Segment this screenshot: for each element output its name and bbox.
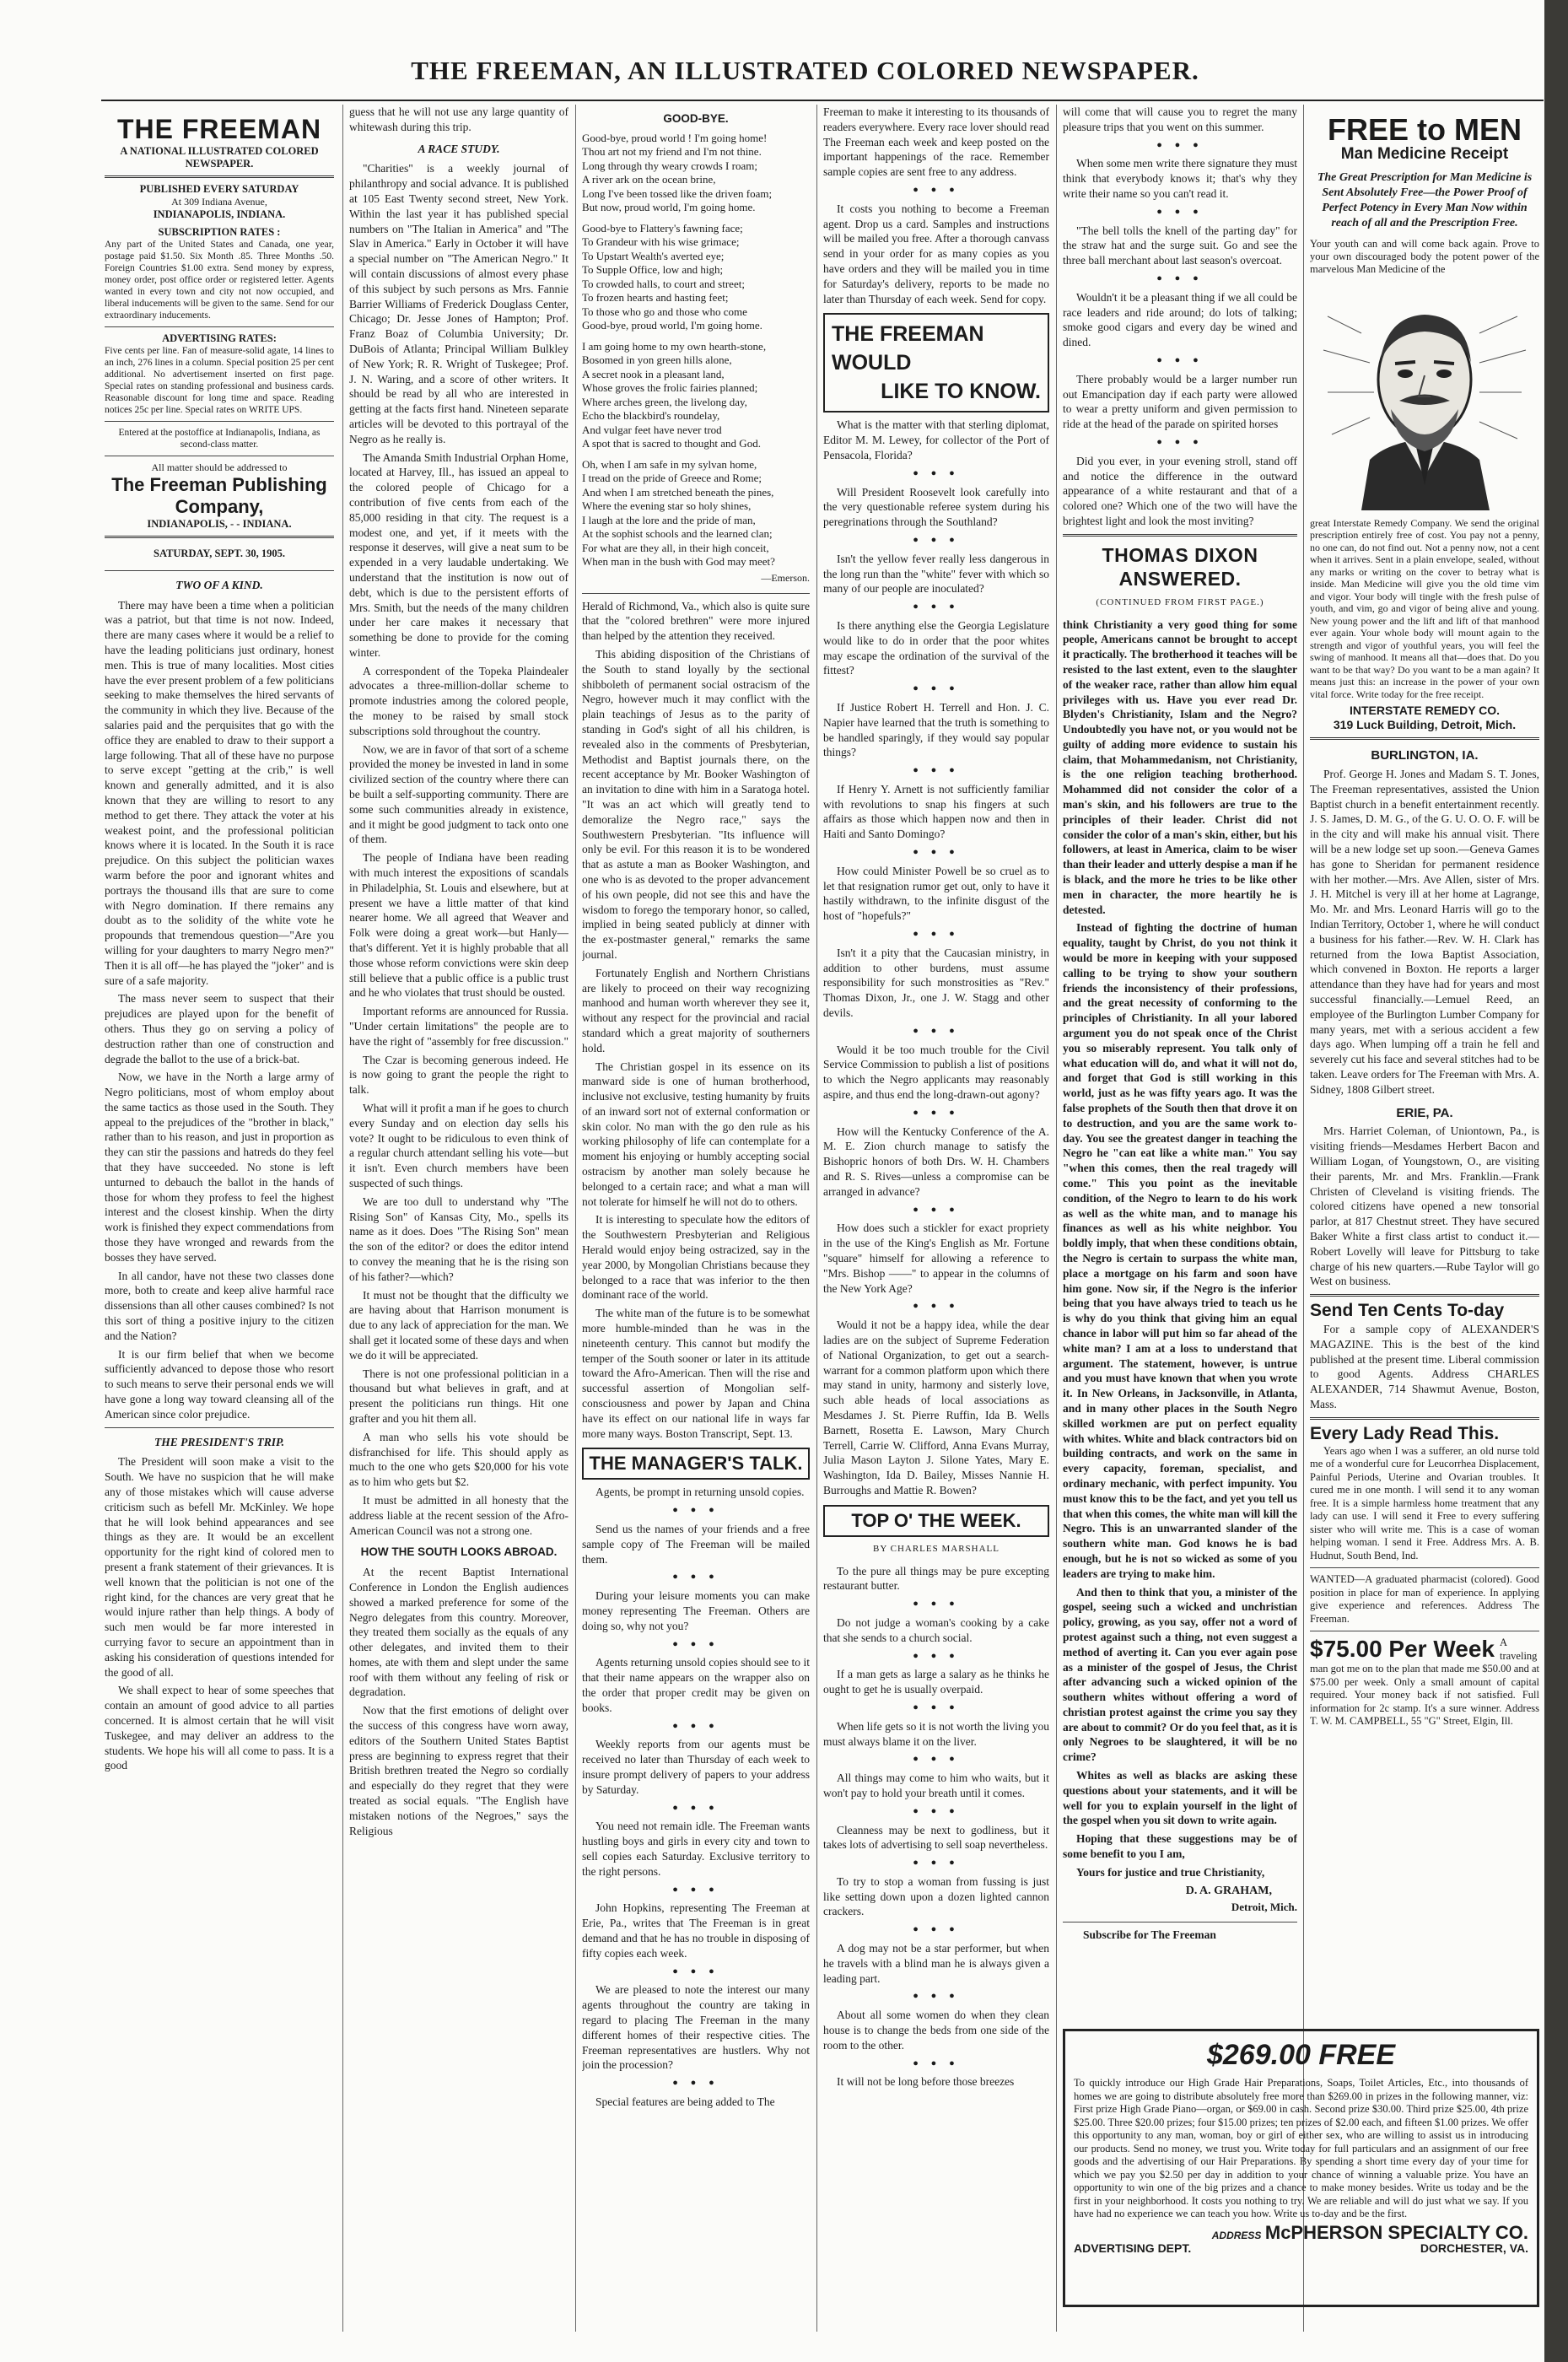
paragraph: The white man of the future is to be somewhat more humble-minded than he was in the nineteenth century. This cannot but modify the temper of the South sooner or later in its attitude toward the Afro-American. Then will the rise and successful assertion of Mongolian self-consciousness and power by Japan and China have its effect on our national life in ways far more many ways. Boston Transcript, Sept. 13.: [582, 1307, 810, 1440]
column-rule: [342, 105, 343, 2332]
separator: ● ● ●: [672, 1572, 719, 1583]
paragraph: And then to think that you, a minister of the gospel, seeing such a wicked and unchristian policy, growing, as you say, offer not a word of protest against such a thing, not even suggest a method of averting it. Can you ever again pose as a minister of the gospel of Jesus, the Christ after advancing such a wicked opinion of the southern whites without offering a word of christian protest against the crime you say they are about to commit? Or do you feel that, as it is only Negroes to be slaughtered, it will be no crime?: [1063, 1585, 1297, 1764]
poem-line: A river ark on the ocean brine,: [582, 173, 716, 186]
paragraph: Do not judge a woman's cooking by a cake that she sends to a church social.: [823, 1615, 1049, 1644]
separator: ● ● ●: [913, 1301, 960, 1312]
poem-line: Good-bye to Flattery's fawning face;: [582, 221, 743, 235]
article-heading: THE PRESIDENT'S TRIP.: [154, 1435, 284, 1448]
publisher-city: INDIANAPOLIS, INDIANA.: [153, 208, 286, 220]
divider: [1310, 737, 1539, 740]
paragraph: At the recent Baptist International Conference in London the English audiences showed a marked preference for some of the Negro delegates from this country. Moreover, they treated them socially as the equals of any other delegates, and invited them to their homes, ate with them and slept under the same roof with them without any feeling of risk or degradation.: [349, 1566, 568, 1699]
poem-line: I am going home to my own hearth-stone,: [582, 339, 767, 353]
entered-note: Entered at the postoffice at Indianapolis, Indiana, as second-class matter.: [118, 428, 321, 450]
masthead-rule: [101, 100, 1544, 101]
paragraph: It will not be long before those breezes: [837, 2075, 1015, 2089]
subscription-text: Any part of the United States and Canada, one year, postage paid $1.50. Six Month .85. Three Months .50. Foreign Countries $1.00 extra. Send money by express, money order, post office order or registered letter. Agents wanted in every town and city not now occupied, and liberal inducements will be given to the same. Send for our extraordinary inducements.: [105, 240, 334, 321]
paragraph: Now, we are in favor of that sort of a scheme provided the money be invested in land in some civilized section of the country where there can be built a self-supporting community. There are some such communities already in existence, and it might be good judgment to tack onto one of them.: [349, 742, 568, 846]
salary-text: A traveling man got me on to the plan that made me $50.00 and at $75.00 per week. Only a small amount of capital required. Your money back if not satisfied. Full information for 2c stamp. It's a sure winner. Address T. W. M. CAMPBELL, 55 "G" Street, Elgin, Ill.: [1310, 1637, 1539, 1728]
paragraph: Whites as well as blacks are asking these questions about your statements, and it will be well for you to explain yourself in the light of the gospel when you sit down to write again.: [1063, 1769, 1297, 1827]
poem-line: I laugh at the lore and the pride of man,: [582, 513, 756, 526]
divider: [1063, 534, 1297, 537]
paragraph: Instead of fighting the doctrine of human equality, taught by Christ, do you not think it would be more in keeping with your supposed calling to be trying to show your southern friends the inconsistency of their professions, and the great necessity of conforming to the principles of Christianity. In all your labored argument you do not speak once of the Christ you so miserably represent. You talk only of what education will do, and what it will not do, and forget that God is still working in this world, just as he was fifty years ago. It was the false prophets of the South then that drove it on to destruction, and you are the same work to-day. You see the greatest danger in teaching the Negro he "can eat like a white man." You say "when this comes, then the real tragedy will come." This you point as the inevitable condition, of the Negro to learn to do his work as well as the white man, and to manage his finances as well as his white neighbor. You boldly imply, that when these conditions obtain, the Negro is certain to surpass the white man, place a mortgage on his farm and soon have him gone. Now sir, if the Negro is the inferior being that you have always tried to teach us he is why do you think that giving him an equal chance in labor will put him so far ahead of the white man? I am at a loss to understand that argument. The statement, however, is untrue and you must have known that when you wrote it. In New Orleans, in Jacksonville, in Atlanta, and in many other places in the South Negro skilled workmen are put on perfect equality with whites. White and black contractors bid on building contracts, and work on the same in every capacity, foreman, specialist, and ordinary mechanic, with perfect impunity. You must know this to be the fact, and yet you tell us that when this comes, the white man will kill the Negro. This is an unwarranted slander of the southern white man. God knows he is bad enough, but he is not so wicked as some of you leaders are trying to make him.: [1063, 921, 1297, 1580]
divider: [105, 1427, 334, 1428]
ad-heading: Every Lady Read This.: [1310, 1423, 1500, 1443]
column-1: [105, 105, 334, 2340]
poem-line: But now, proud world, I'm going home.: [582, 201, 756, 214]
paragraph: When life gets so it is not worth the living you must always blame it on the liver.: [823, 1719, 1049, 1748]
column-5: [1063, 105, 1297, 2020]
separator: ● ● ●: [913, 1701, 960, 1712]
paragraph: Special features are being added to The: [595, 2095, 775, 2108]
poem-line: To Supple Office, low and high;: [582, 263, 724, 277]
paragraph: guess that he will not use any large quantity of whitewash during this trip.: [349, 105, 568, 133]
paragraph: Agents returning unsold copies should see to it that their name appears on the wrapper also on the order that proper credit may be given on books.: [582, 1656, 810, 1714]
divider: [105, 326, 334, 327]
divider: [1310, 1294, 1539, 1297]
paragraph: The people of Indiana have been reading with much interest the expositions of scandals in Philadelphia, St. Louis and elsewhere, but at present we have a little matter of that kind nearer home. We all agreed that Weaver and Folk were doing a great work—but Hanly—that's different. Yet it is highly probable that all those whose reform convictions were skin deep still believe that a public office is a public trust and he who violates that trust should be ousted.: [349, 851, 568, 1000]
salary-headline: $75.00 Per Week: [1310, 1636, 1495, 1663]
paragraph: The mass never seem to suspect that their prejudices are played upon for the benefit of others. Thus they go on serving a policy of destruction rather than one of construction and degrade the ballot to the use of a brick-bat.: [105, 992, 334, 1065]
separator: ● ● ●: [913, 847, 960, 858]
divider: [105, 421, 334, 422]
poem-line: Whose groves the frolic fairies planned;: [582, 381, 758, 395]
paragraph: "Charities" is a weekly journal of philanthropy and social advance. It is published at 105 East Twenty second street, New York. Within the last year it has published special numbers on "The Italian in America" and "The Slav in America." Early in October it will have a special number on "The American Negro." It will contain discussions of almost every phase of this subject by such persons as Mrs. Fannie Barrier Williams of Frederick Douglass Center, Chicago; Dr. Jesse Jones of Hampton; Prof. Franz Boaz of Columbia University; Dr. DuBois of Atlanta; Principal William Bulkley of New York; R. R. Wright of Tuskegee; Prof. J. N. Waring, and a score of other writers. It should be read by all who are interested in getting at the facts first hand. Nineteen separate articles will be devoted to this portrayal of the Negro as he really is.: [349, 162, 568, 445]
prize-ad-footer: [1074, 2242, 1528, 2256]
paragraph: Will President Roosevelt look carefully into the very questionable referee system during his peregrinations through the Southland?: [823, 485, 1049, 529]
paragraph: will come that will cause you to regret the many pleasure trips that you went on this summer.: [1063, 105, 1297, 133]
separator: ● ● ●: [1156, 139, 1204, 150]
paragraph: It is interesting to speculate how the editors of the Southwestern Presbyterian and Religious Herald would enjoy being ostracized, say in the year 2000, by Mongolian Christians because they belonged to a race that was inferior to the then dominant race of the world.: [582, 1213, 810, 1302]
poem-line: At the sophist schools and the learned clan;: [582, 527, 773, 541]
paragraph: Herald of Richmond, Va., which also is quite sure that the "colored brethren" were more injured than helped by the attention they received.: [582, 599, 810, 643]
paragraph: When some men write there signature they must think that everybody knows it; that's why they write their name so you can't read it.: [1063, 157, 1297, 200]
poem-line: A spot that is sacred to thought and God.: [582, 437, 761, 450]
paragraph: Would it not be a happy idea, while the dear ladies are on the subject of Supreme Federation of National Organization, to get out a search-warrant for a common platform upon which there may stand in unity, harmony and sisterly love, such able heads of local associations as Mesdames J. St. Pierre Ruffin, Ida B. Wells Barnett, Rosetta E. Lawson, Mary Church Terrell, Carrie W. Clifford, Anna Evans Murray, Julia Mason Layton J. Silone Yates, Mary E. Washington, Ida D. Bailey, Misses Nannie H. Burroughs and Mattie R. Bowen?: [823, 1319, 1049, 1496]
dateline: BURLINGTON, IA.: [1371, 748, 1479, 763]
paragraph: There probably would be a larger number run out Emancipation day if each party were allowed to wear a pretty uniform and given permission to ride at the head of the parade on spirited horses: [1063, 372, 1297, 431]
paragraph: It costs you nothing to become a Freeman agent. Drop us a card. Samples and instructions will be mailed you free. After a thorough canvass send in your order for as many copies as you have orders and they will be mailed you in time for Saturday's delivery, reports to be made no later than Thursday of each week. Send for copy.: [823, 202, 1049, 305]
subscribe-note: Subscribe for The Freeman: [1083, 1928, 1216, 1942]
separator: ● ● ●: [672, 1505, 719, 1516]
paragraph: The Amanda Smith Industrial Orphan Home, located at Harvey, Ill., has issued an appeal to the colored people of Chicago for a contribution of five cents from each of the 85,000 residing in that city. The request is a modest one, and yet, if it meets with the response it deserves, will give a neat sum to be expended in a very laudable undertaking. We understand that the institution is now out of debt, which is due to the persistent efforts of Mrs. Smith, but the needs of the many children under her care makes it necessary that something be done to provide for the coming winter.: [349, 450, 568, 659]
masthead: THE FREEMAN, AN ILLUSTRATED COLORED NEWSPAPER.: [411, 56, 1199, 85]
paragraph: Now, we have in the North a large army of Negro politicians, most of whom employ about the same tactics as those used in the South. They appeal to the prejudices of the "brother in black," rather than to his reason, and just in proportion as they can stir the passions and hatreds do they feel that they have succeeded. No stone is left unturned to debauch the ballot in the hands of those for whom they profess to feel the highest interest and the closest kinship. When the dirty work is finished they expect commendations from those they have wronged and rewards from the bosses they have served.: [105, 1070, 334, 1264]
paragraph: Important reforms are announced for Russia. "Under certain limitations" the people are to have the right of "assembly for free discussion.": [349, 1005, 568, 1048]
top-o-the-week-heading: TOP O' THE WEEK.: [823, 1505, 1049, 1537]
paragraph: Send us the names of your friends and a free sample copy of The Freeman will be mailed them.: [582, 1523, 810, 1566]
column-rule: [575, 105, 576, 2332]
paragraph: If Henry Y. Arnett is not sufficiently familiar with revolutions to snap his fingers at such affairs as those which happen now and then in Haiti and Santo Domingo?: [823, 782, 1049, 841]
wanted-ad: WANTED—A graduated pharmacist (colored). Good position in place for man of experience. In applying give experience and references. Address The Freeman.: [1310, 1573, 1539, 1625]
separator: ● ● ●: [913, 534, 960, 545]
poem-line: To those who go and those who come: [582, 305, 747, 318]
separator: ● ● ●: [913, 184, 960, 195]
poem-line: And when I am stretched beneath the pines,: [582, 485, 774, 499]
paragraph: think Christianity a very good thing for some people, Americans cannot be brought to accept it practically. The brotherhood it teaches will be resisted to the last extent, even to the slaughter of the weaker race, rather than allow him equal privileges with us. Have you ever read Dr. Blyden's Christianity, Islam and the Negro? Undoubtedly you have not, or you would not be guilty of adding more evidence to sustain his claim, that Mohammedanism, not Christianity, is the one religion teaching brotherhood. Mohammed did not consider the color of a man's skin, and his followers are true to the principles of their leader. Christ did not consider the color of a man's skin, either, but his followers, at least in America, claim to be wiser than their leader and utterly despise a man if he is black, and the more he tries to be like other men in character, the more heartily he is detested.: [1063, 617, 1297, 916]
paragraph: Freeman to make it interesting to its thousands of readers everywhere. Every race lover should read The Freeman each week and keep posted on the important happenings of the race. Remember sample copies are sent free to any address.: [823, 105, 1049, 179]
paragraph: To the pure all things may be pure excepting restaurant butter.: [823, 1564, 1049, 1593]
ad-company: INTERSTATE REMEDY CO.: [1349, 704, 1501, 718]
article-heading: TWO OF A KIND.: [175, 578, 263, 591]
closing: Yours for justice and true Christianity,: [1076, 1865, 1265, 1879]
signature-city: Detroit, Mich.: [1231, 1901, 1297, 1914]
heading-line: LIKE TO KNOW.: [881, 380, 1041, 404]
separator: ● ● ●: [1156, 436, 1204, 447]
subscription-heading: SUBSCRIPTION RATES :: [158, 226, 281, 238]
paragraph: We are too dull to understand why "The Rising Son" of Kansas City, Mo., spells its name as it does. Does "The Rising Son" mean the son of the editor? or does the editor intend to convey the meaning that he is the rising son of his father?—which?: [349, 1194, 568, 1283]
paragraph: We shall expect to hear of some speeches that contain an amount of good advice to all parties concerned. It is almost certain that he will visit Tuskegee, and may deliver an address to the students. We hope his will all come to pass. It is a good: [105, 1684, 334, 1772]
prize-advertisement: [1063, 2029, 1539, 2307]
address-note: All matter should be addressed to: [151, 461, 288, 473]
paragraph: A man who sells his vote should be disfranchised for life. This should apply as much to the one who gets $20,000 for his vote as to him who gets but $2.: [349, 1430, 568, 1489]
poem-line: When man in the bush with God may meet?: [582, 555, 775, 569]
separator: ● ● ●: [672, 1720, 719, 1731]
paragraph: Fortunately English and Northern Christians are likely to proceed on their way recognizing manhood and human worth wherever they see it, without any respect for the provincial and racial standard which a great majority of southerners hold.: [582, 966, 810, 1054]
paragraph: How does such a stickler for exact propriety in the use of the King's English as Mr. Fortune "square" himself for allowing a reference to "Mrs. Bishop ——" to appear in the columns of the New York Age?: [823, 1221, 1049, 1295]
paragraph: It is our firm belief that when we become sufficiently advanced to depose those who resort to such means to serve their personal ends we will have gone a long way toward cleansing all of the American since color prejudice.: [105, 1347, 334, 1421]
divider: [105, 570, 334, 571]
divider: [1310, 1567, 1539, 1568]
paragraph: If Justice Robert H. Terrell and Hon. J. C. Napier have learned that the truth is something to be handled sparingly, if they would say popular things?: [823, 700, 1049, 759]
poem-author: —Emerson.: [761, 571, 810, 584]
separator: ● ● ●: [913, 1204, 960, 1215]
divider: [1310, 1417, 1539, 1420]
paragraph: All things may come to him who waits, but it won't pay to hold your breath until it comes.: [823, 1772, 1049, 1799]
published-line: PUBLISHED EVERY SATURDAY: [139, 183, 299, 195]
signature-name: D. A. GRAHAM,: [1185, 1884, 1272, 1897]
publisher-address: At 309 Indiana Avenue,: [171, 196, 267, 208]
paragraph: John Hopkins, representing The Freeman at Erie, Pa., writes that The Freeman is in great demand and that he has no trouble in disposing of fifty copies each week.: [582, 1901, 810, 1960]
poem-line: Bosomed in yon green hills alone,: [582, 353, 732, 367]
paragraph: How could Minister Powell be so cruel as to let that resignation rumor get out, only to have it hastily withdrawn, to the infinite disgust of the host of "hopefuls?": [823, 864, 1049, 923]
poem-line: To crowded halls, to court and street;: [582, 277, 745, 290]
separator: ● ● ●: [913, 1754, 960, 1765]
paragraph: For a sample copy of ALEXANDER'S MAGAZINE. This is the best of the kind published at the present time. Liberal commission to good Agents. Address CHARLES ALEXANDER, 714 Shawmut Avenue, Boston, Mass.: [1310, 1322, 1539, 1410]
poem-line: Oh, when I am safe in my sylvan home,: [582, 457, 757, 471]
publisher-name: The Freeman Publishing Company,: [111, 474, 327, 517]
paper-title: THE FREEMAN: [116, 114, 322, 144]
paragraph: Years ago when I was a sufferer, an old nurse told me of a wonderful cure for Leucorrhea Displacement, Painful Periods, Uterine and Ovarian troubles. It cured me in one month. I will send it to any woman free. It is a simple harmless home treatment that any lady can use. I will send it Free to every suffering sister who will write me. This is a case of woman helping woman. I send it Free. Address Mrs. A. B. Hudnut, South Bend, Ind.: [1310, 1444, 1539, 1561]
poem-line: To Upstart Wealth's averted eye;: [582, 249, 725, 262]
poem-line: Thou art not my friend and I'm not thine.: [582, 145, 762, 159]
paragraph: The President will soon make a visit to the South. We have no suspicion that he will make any of those mistakes which will cause adverse criticism such as befell Mr. McKinley. We hope that he will look behind appearances and see things as they are. It would be an excellent opportunity for the right kind of colored men to present a frank statement of their grievances. It is well known that the politician is not one of the right kind, for the chances are very great that he would injure rather than help things. A body of such men would be far more interested in currying favor to secure an appointment than in asking his consideration of questions intended for the good of all.: [105, 1455, 334, 1679]
byline: BY CHARLES MARSHALL: [873, 1543, 1000, 1554]
paragraph: What is the matter with that sterling diplomat, Editor M. M. Lewey, for collector of the Port of Pensacola, Florida?: [823, 418, 1049, 461]
separator: ● ● ●: [672, 1802, 719, 1813]
paragraph: How will the Kentucky Conference of the A. M. E. Zion church manage to satisfy the Bishopric honors of both Drs. W. H. Chambers and R. S. Rives—unless a compromise can be arranged in advance?: [823, 1124, 1049, 1198]
poem: [582, 132, 810, 569]
manager-talk-heading: THE MANAGER'S TALK.: [582, 1448, 810, 1480]
paragraph: Isn't it a pity that the Caucasian ministry, in addition to other burdens, must assume responsibility for such monstrosities as "Rev." Thomas Dixon, Jr., one J. W. Stagg and other devils.: [823, 946, 1049, 1020]
ad-city: DORCHESTER, VA.: [1420, 2241, 1528, 2255]
separator: ● ● ●: [913, 1107, 960, 1118]
divider: [582, 593, 810, 594]
paragraph: About all some women do when they clean house is to change the beds from one side of the room to the other.: [823, 2009, 1049, 2052]
separator: ● ● ●: [1156, 272, 1204, 283]
address-label: ADDRESS: [1211, 2229, 1262, 2241]
article-heading: A RACE STUDY.: [418, 142, 500, 155]
prize-ad-text: To quickly introduce our High Grade Hair Preparations, Soaps, Toilet Articles, Etc., into thousands of homes we are going to distribute absolutely free more than $269.00 in prizes in the following manner, viz: First prize High Grade Piano—organ, or $69.00 in cash. Second prize $30.00. Third prize $25.00, 4th prize $25.00. Three $20.00 prizes; four $15.00 prizes; ten prizes of $2.00 each, and fifteen $1.00 prizes. We offer this opportunity to any man, woman, boy or girl of either sex, who are willing to assist us in introducing our products. Send no money, we trust you. Write today for full particulars and an assignment of our free goods and the advertising of our Hair Preparations. By spending a short time every day of your time for which we pay you $2.50 per day in addition to your chance of winning a valuable prize. You have an opportunity to win one of the big prizes and a chance to make money besides. Write us today and be the first in your neighborhood. It costs you nothing to try. We are reliable and will do just what we say. If you have had no experience we can teach you how. Write us to-day and be the first.: [1074, 2077, 1528, 2219]
poem-line: Where arches green, the livelong day,: [582, 395, 747, 408]
paragraph: This abiding disposition of the Christians of the South to stand loyally by the sectional shibboleth of permanent social ostracism of the Negro, however much it may conflict with the plain teachings of Jesus as to the parity of standing in God's sight of all his children, is revealed also in the comments of Presbyterian, Methodist and Baptist journals there, on the recent acceptance by Mr. Booker Washington of an invitation to dine with him in a Saratoga hotel. "It was an act which will greatly tend to demoralize the Negro race," says the Southwestern Presbyterian. "Its influence will only be evil. For this reason it is to be wondered that as astute a man as Booker Washington, and one who is as devoted to the proper advancement of his own people, did not see this and have the wisdom to forego the temporary honor, so called, implied in being seated publicly at dinner with the ex-postmaster general," remarks the same journal.: [582, 647, 810, 961]
ad-department: ADVERTISING DEPT.: [1074, 2241, 1192, 2255]
paragraph: To try to stop a woman from fussing is just like setting down upon a dozen lighted cannon crackers.: [823, 1874, 1049, 1918]
column-2: [349, 105, 568, 2340]
paragraph: The Czar is becoming generous indeed. He is now going to grant the people the right to talk.: [349, 1053, 568, 1097]
paragraph: There may have been a time when a politician was a patriot, but that time is not now. Indeed, there are many cases where it would be a relief to have the leading politicians just ordinary, honest men. This is true of many localities. Most cities have the ever present problem of a few politicians seeking to make themselves the hired servants of the community in which they live. Because of the salaries paid and the perquisites that go with the office they are enabled to draw to their support a large following. That all of these have no purpose to serve except "getting at the crib," is well known and generally admitted, and it is also known that they are willing to resort to any method to get there. They attack the voter at his weakest point, and the professional politician knows where it is located. In the South it is race prejudice. On this subject the politician waxes warm before the poor and ignorant whites and portrays the thousand ills that are sure to come with Negro domination. If there remains any doubt as to the solidity of the white vote he propounds that tremendous question—"Are you willing for your daughters to marry Negro men?" Then it is all off—he has played the "joker" and is sure of a safe majority.: [105, 598, 334, 987]
ad-title: FREE to MEN: [1328, 112, 1522, 147]
paragraph: It must not be thought that the difficulty we are having about that Harrison monument is due to any lack of appreciation for the man. We shall get it located some of these days and when we do it will be appreciated.: [349, 1288, 568, 1362]
paragraph: It must be admitted in all honesty that the address liable at the recent session of the Afro-American Council was not a strong one.: [349, 1493, 568, 1537]
paragraph: You need not remain idle. The Freeman wants hustling boys and girls in every city and town to sell copies each Saturday. Exclusive territory to the right persons.: [582, 1820, 810, 1878]
paragraph: There is not one professional politician in a thousand but what believes in graft, and at present the politicians run things. Hit one grafter and you hit them all.: [349, 1367, 568, 1425]
separator: ● ● ●: [913, 683, 960, 694]
poem-line: Good-bye, proud world ! I'm going home!: [582, 131, 768, 144]
issue-date: SATURDAY, SEPT. 30, 1905.: [154, 547, 285, 559]
paragraph: In all candor, have not these two classes done more, both to create and keep alive harmful race dissensions than all other causes combined? Is not this sort of thing a positive injury to the citizen and the Nation?: [105, 1269, 334, 1342]
paper-subtitle: A NATIONAL ILLUSTRATED COLORED NEWSPAPER.: [120, 145, 319, 170]
separator: ● ● ●: [672, 1966, 719, 1976]
poem-line: To frozen hearts and hasting feet;: [582, 291, 729, 305]
paragraph: Hoping that these suggestions may be of some benefit to you I am,: [1063, 1832, 1297, 1861]
column-rule: [1303, 105, 1304, 2332]
paragraph: Now that the first emotions of delight over the success of this congress have worn away, editors of the Southern United States Baptist press are beginning to express regret that their British brethren treated the Negro so cordially and especially do they regret that they were treated as social equals. "The English have mistaken notions of the Negroes," says the Religious: [349, 1704, 568, 1837]
column-4: [823, 105, 1049, 2340]
paragraph: The Christian gospel in its essence on its manward side is one of human brotherhood, inclusive not exclusive, testing humanity by fruits of an inward sort not of external conformation or skin color. No man with the go den rule as his working philosophy of life can contemplate for a moment his enjoying or humbly accepting social ostracism by another man solely because he belonged to a certain race; and what a man will not tolerate for himself he will not do to others.: [582, 1060, 810, 1208]
separator: ● ● ●: [913, 1805, 960, 1816]
paragraph: A dog may not be a star performer, but when he travels with a blind man he is always given a leading part.: [823, 1942, 1049, 1985]
heading-line: THE FREEMAN WOULD: [832, 322, 984, 375]
separator: ● ● ●: [913, 1650, 960, 1661]
poem-line: A secret nook in a pleasant land,: [582, 367, 725, 380]
separator: ● ● ●: [1156, 206, 1204, 217]
poem-line: To Grandeur with his wise grimace;: [582, 235, 740, 249]
ad-subtitle: Man Medicine Receipt: [1340, 145, 1509, 163]
poem-line: And vulgar feet have never trod: [582, 423, 722, 436]
separator: ● ● ●: [913, 1924, 960, 1935]
column-rule: [1056, 105, 1057, 2332]
poem-line: Echo the blackbird's roundelay,: [582, 409, 720, 423]
poem-line: For what are they all, in their high conceit,: [582, 541, 769, 554]
column-3: [582, 105, 810, 2340]
column-rule: [816, 105, 817, 2332]
article-heading: HOW THE SOUTH LOOKS ABROAD.: [360, 1545, 558, 1559]
separator: ● ● ●: [913, 1858, 960, 1869]
paragraph: Agents, be prompt in returning unsold copies.: [595, 1486, 805, 1499]
paragraph: Wouldn't it be a pleasant thing if we all could be race leaders and ride around; do lots of talking; smoke good cigars and every day be wined and dined.: [1063, 290, 1297, 349]
advertising-heading: ADVERTISING RATES:: [162, 332, 277, 344]
separator: ● ● ●: [913, 1599, 960, 1610]
article-heading: THOMAS DIXON ANSWERED.: [1102, 543, 1258, 590]
paragraph: "The bell tolls the knell of the parting day" for the straw hat and the surge suit. Go and see the three ball merchant about last season's overcoat.: [1063, 224, 1297, 267]
salary-ad: [1310, 1637, 1539, 1728]
paragraph: Prof. George H. Jones and Madam S. T. Jones, The Freeman representatives, assisted the Union Baptist church in a benefit entertainment recently. J. S. James, D. M. G., of the G. U. O. O. F. will be in the city and will make his annual visit. There will be a new lodge set up soon.—Geneva Games has gone to Sheridan for permanent residence with her mother.—Mrs. Ave Allen, sister of Mrs. J. H. Mitchel is very ill at her home at Lagrange, Mo. Mr. and Mrs. Leonard Harris will go to the Indian Territory, October 1, where he will conduct a business for his father.—Rev. W. H. Clark has returned from the Iowa Baptist Association, which convened in Boxton. He reports a larger attendance than they have had for years and most successful financially.—Lemuel Reed, an employee of the Burlington Lumber Company for many years, met with a serious accident a few days ago. When lumping off a train he fell and severely cut his face and several stitches had to be taken. Leave orders for The Freeman with Mrs. A. Sidney, 1808 Gilbert street.: [1310, 768, 1539, 1096]
separator: ● ● ●: [913, 765, 960, 776]
ad-heading: Send Ten Cents To-day: [1310, 1301, 1505, 1321]
poem-line: Long I've been tossed like the driven foam;: [582, 186, 773, 200]
paragraph: We are pleased to note the interest our many agents throughout the country are taking in regard to placing The Freeman in the many different homes of their respective cities. The Freeman representatives are hustlers. Why not join the procession?: [582, 1983, 810, 2072]
separator: ● ● ●: [672, 2078, 719, 2089]
separator: ● ● ●: [913, 1025, 960, 1036]
paragraph: Would it be too much trouble for the Civil Service Commission to publish a list of positions to which the Negro applicants may reasonably aspire, and thus end the long-drawn-out agony?: [823, 1043, 1049, 1102]
paragraph: A correspondent of the Topeka Plaindealer advocates a three-million-dollar scheme to promote industries among the colored people, the money to be raised by small stock subscriptions sold throughout the country.: [349, 664, 568, 737]
paragraph: Isn't the yellow fever really less dangerous in the long run than the "white" fever with which so many of our people are inoculated?: [823, 552, 1049, 596]
publisher-location: INDIANAPOLIS, - - INDIANA.: [147, 518, 292, 530]
poem-line: Where the evening star so holy shines,: [582, 499, 752, 513]
company-name: McPHERSON SPECIALTY CO.: [1264, 2221, 1528, 2243]
separator: ● ● ●: [913, 1991, 960, 2002]
separator: ● ● ●: [672, 1638, 719, 1649]
separator: ● ● ●: [913, 2057, 960, 2068]
column-6: [1310, 105, 1539, 2024]
paragraph: Did you ever, in your evening stroll, stand off and notice the difference in the outward appearance of a white restaurant and that of a colored one? Which one of the two will have the brightest light and look the most inviting?: [1063, 454, 1297, 527]
paragraph: Mrs. Harriet Coleman, of Uniontown, Pa., is visiting friends—Mesdames Herbert Bacon and William Logan, of Youngstown, O., are visiting their parents, Mr. and Mrs. Franklin.—Frank Christen of Cleveland is visiting friends. The colored citizens have opened a new tonsorial parlor, at 817 Chestnut street. They have secured Baker White a first class artist to conduct it.—Robert Lovelly will leave for Pittsburg to take charge of his new quarters.—Rube Taylor will go West on business.: [1310, 1124, 1539, 1288]
divider: [105, 536, 334, 538]
portrait-illustration: [1311, 283, 1538, 510]
separator: ● ● ●: [1156, 354, 1204, 365]
poem-line: Long through thy weary crowds I roam;: [582, 159, 757, 172]
paragraph: Weekly reports from our agents must be received no later than Thursday of each week to insure prompt delivery of papers to your address by Saturday.: [582, 1738, 810, 1796]
paragraph: Cleanness may be next to godliness, but it takes lots of advertising to sell soap nevertheless.: [823, 1823, 1049, 1852]
paragraph: During your leisure moments you can make money representing The Freeman. Others are doing so, why not you?: [582, 1589, 810, 1632]
continued-note: (CONTINUED FROM FIRST PAGE.): [1096, 596, 1264, 607]
paragraph: What will it profit a man if he goes to church every Sunday and on election day sells his vote? It ought to be ridiculous to even think of a regular church attendant selling his vote—but it isn't. Even church members have been suspected of such things.: [349, 1102, 568, 1189]
poem-line: I tread on the pride of Greece and Rome;: [582, 472, 762, 485]
ad-intro: Your youth can and will come back again. Prove to your own discouraged body the potent power of the marvelous Man Medicine of the: [1310, 237, 1539, 275]
ad-tagline: The Great Prescription for Man Medicine is Sent Absolutely Free—the Power Proof of Perfect Potency in Every Man Now within reach of all and the Prescription Free.: [1317, 170, 1533, 229]
divider: [105, 175, 334, 178]
ad-text: great Interstate Remedy Company. We send the original prescription entirely free of cost. You pay not a penny, no one can, do not find out. Not a penny now, not a cent when it arrives. Sent in a plain envelope, sealed, without any marks or writing on the cover to betray what is inside. Man Medicine will give you the old time vim and vigor. Your body will tingle with the fresh pulse of youth, and vim, go and vigor of being alive and young. New young power and the lift and lift of that manhood ever again. Your whole body will mount again to the strength and vigor of youthful years, you will feel the swing of manhood. It means all that—does that. Do you want to be that way? Do you want to be a man again? It means just this: an increase in the power of your own vital force. Write today for the free receipt.: [1310, 516, 1539, 700]
paragraph: If a man gets as large a salary as he thinks he ought to get he is usually overpaid.: [823, 1668, 1049, 1696]
separator: ● ● ●: [672, 1884, 719, 1895]
would-like-to-know-heading: [823, 313, 1049, 413]
ad-company-address: 319 Luck Building, Detroit, Mich.: [1333, 718, 1517, 732]
advertising-text: Five cents per line. Fan of measure-solid agate, 14 lines to an inch, 276 lines in a column. Special position 25 per cent additional. No advertisement inserted on first page. Special rates on standing professional and business cards. Reasonable discount for long time and space. Reading notices 25c per line. Special rates on WRITE UPS.: [105, 346, 334, 415]
separator: ● ● ●: [913, 467, 960, 478]
dateline: ERIE, PA.: [1396, 1105, 1453, 1120]
paragraph: Is there anything else the Georgia Legislature would like to do in order that the poor whites may escape the ordination of the survival of the fittest?: [823, 618, 1049, 677]
poem-line: Good-bye, proud world, I'm going home.: [582, 319, 762, 332]
prize-ad-company: [1074, 2221, 1528, 2243]
separator: ● ● ●: [913, 601, 960, 612]
poem-heading: GOOD-BYE.: [663, 112, 729, 125]
prize-ad-title: $269.00 FREE: [1206, 2039, 1396, 2071]
separator: ● ● ●: [913, 929, 960, 940]
page-edge-shadow: [1544, 0, 1568, 2362]
